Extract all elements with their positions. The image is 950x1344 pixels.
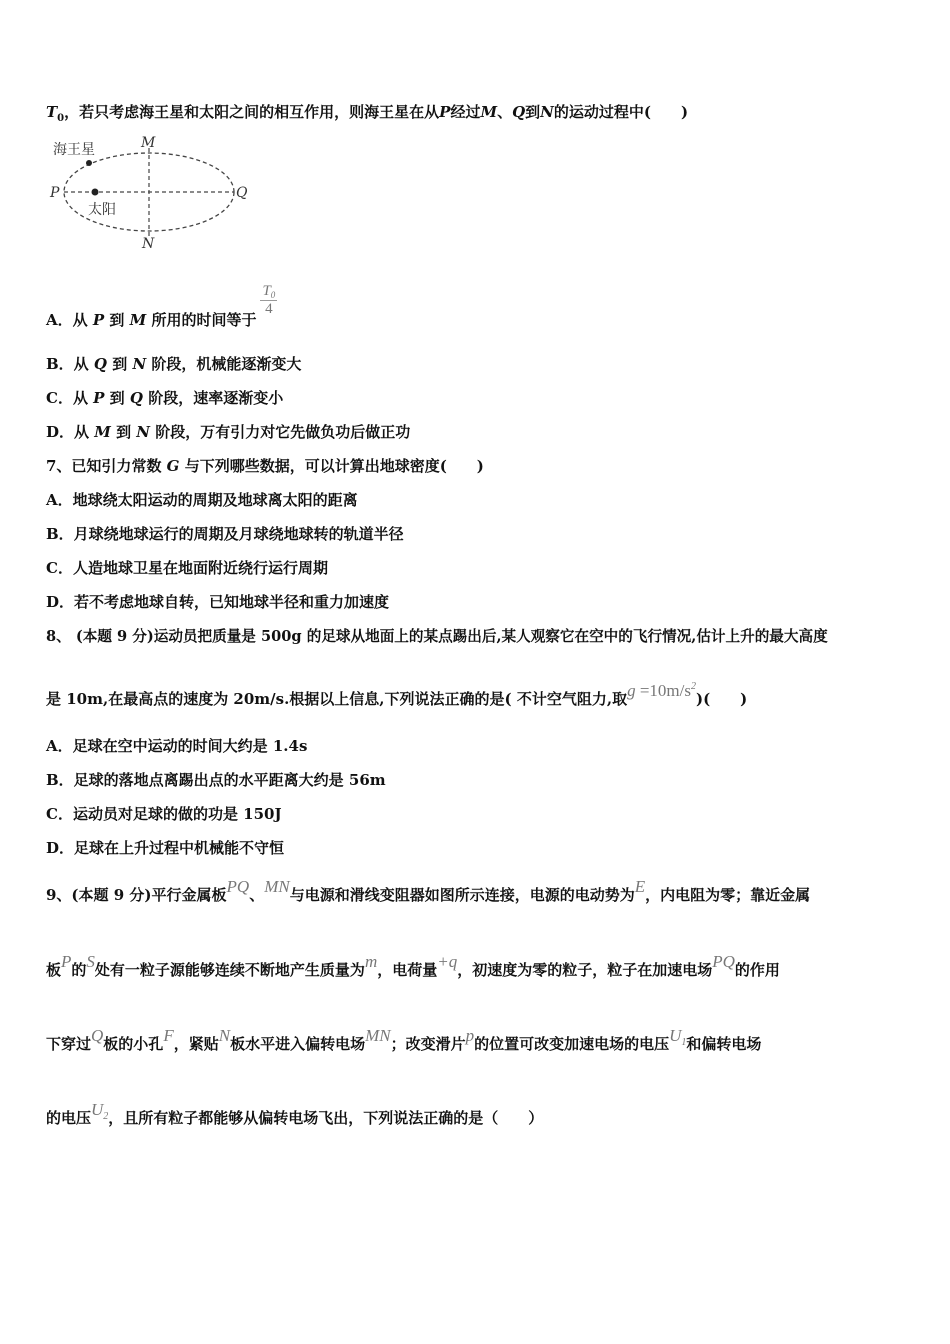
q7-option-c: C．人造地球卫星在地面附近绕行运行周期 [46,559,328,577]
q7-stem: 7、已知引力常数 G 与下列哪些数据，可以计算出地球密度( ) [46,457,484,475]
q6-option-d: D．从 M 到 N 阶段，万有引力对它先做负功后做正功 [46,423,411,441]
label-n: N [142,236,155,252]
sun-label: 太阳 [88,202,116,218]
q8-option-d: D．足球在上升过程中机械能不守恒 [46,839,285,857]
neptune-label: 海王星 [53,142,95,158]
q8-stem-line2: 是 10m,在最高点的速度为 20m/s.根据以上信息,下列说法正确的是( 不计空气阻力,取$g =10m/s^2$)( ) [46,681,748,708]
label-q: Q [236,185,248,201]
q7-option-d: D．若不考虑地球自转，已知地球半径和重力加速度 [46,593,390,611]
label-p: P [50,185,60,201]
q6-option-c: C．从 P 到 Q 阶段，速率逐渐变小 [46,389,284,407]
q8-stem-line1: 8、 (本题 9 分)运动员把质量是 500g 的足球从地面上的某点踢出后,某人观察它在空中的飞行情况,估计上升的最大高度 [46,628,828,645]
q7-option-b: B．月球绕地球运行的周期及月球绕地球转的轨道半径 [46,525,404,543]
q6-intro: $T_0$，若只考虑海王星和太阳之间的相互作用，则海王星在从P经过M、Q到N的运动过程中( ) [46,103,689,124]
fraction-t0-over-4: $\frac{T_0}{4}$ [262,283,276,317]
formula-g: $g =10m/s^2$ [627,681,696,700]
q6-option-a: A．从 P 到 M 所用的时间等于 $\frac{T_0}{4}$ [46,283,276,329]
q6-option-b: B．从 Q 到 N 阶段，机械能逐渐变大 [46,355,302,373]
label-m: M [141,135,156,151]
sun-dot [92,189,99,196]
q9-stem-line3: 下穿过Q板的小孔F，紧贴N板水平进入偏转电场MN；改变滑片p的位置可改变加速电场的电压$U_1$和偏转电场 [46,1026,762,1053]
q8-option-a: A．足球在空中运动的时间大约是 1.4s [46,737,308,755]
q7-option-a: A．地球绕太阳运动的周期及地球离太阳的距离 [46,491,358,509]
q9-stem-line1: 9、(本题 9 分)平行金属板PQ、MN与电源和滑线变阻器如图所示连接，电源的电动势为E，内电阻为零；靠近金属 [46,877,811,904]
q9-stem-line4: 的电压$U_2$，且所有粒子都能够从偏转电场飞出，下列说法正确的是（ ） [46,1100,544,1127]
q9-stem-line2: 板P的S处有一粒子源能够连续不断地产生质量为m，电荷量+q，初速度为零的粒子，粒子在加速电场PQ的作用 [46,952,780,979]
q8-option-b: B．足球的落地点离踢出点的水平距离大约是 56m [46,771,386,789]
q8-option-c: C．运动员对足球的做的功是 150J [46,805,282,823]
neptune-dot [86,160,92,166]
orbit-diagram [46,132,266,252]
